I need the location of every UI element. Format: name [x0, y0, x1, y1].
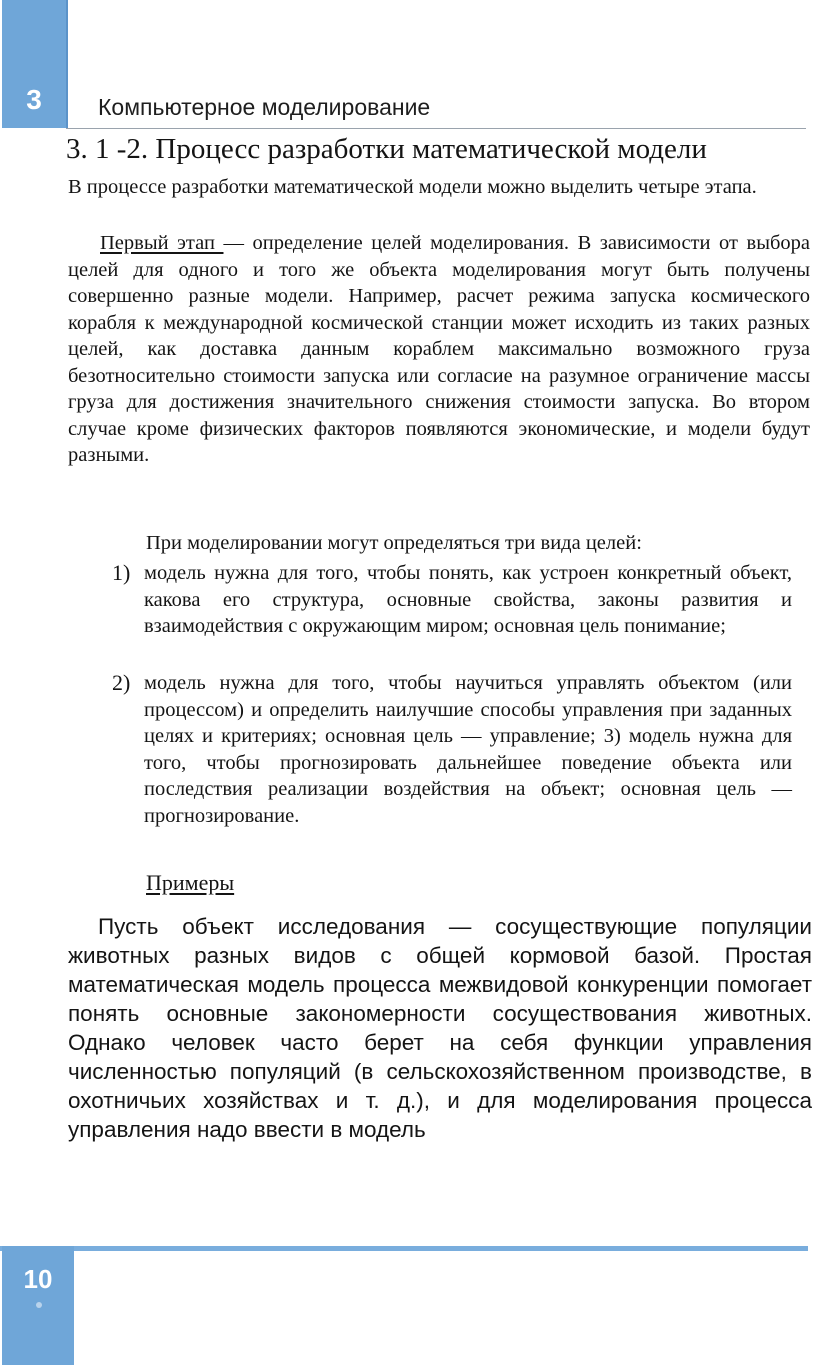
chapter-number: 3: [26, 84, 42, 115]
page-number-tab: [2, 1246, 74, 1365]
goals-intro: При моделировании могут определяться три вида целей:: [146, 532, 642, 554]
header-divider: [66, 128, 806, 129]
running-title: Компьютерное моделирование: [98, 94, 431, 120]
chapter-tab: [2, 0, 68, 128]
footer-divider: [0, 1246, 808, 1251]
goal-number-1: 1): [112, 560, 131, 585]
stage-one-paragraph: [68, 230, 810, 469]
decorative-dot: [36, 1302, 42, 1308]
examples-heading: Примеры: [146, 870, 235, 895]
goal-text-1: модель нужна для того, чтобы понять, как устроен конкретный объект, какова его структура, основные свойства, законы развития и взаимодействия с окружающим миром; основная цель понимание;: [144, 562, 792, 637]
section-title: 3. 1 -2. Процесс разработки математической модели: [66, 133, 707, 165]
stage-one-text: — определение целей моделирования. В зависимости от выбора целей для одного и того же объекта моделирования могут быть получены совершенно разные модели. Например, расчет режима запуска космического корабля к международной космической станции может исходить из таких разных целей, как доставка данным кораблем максимально возможного груза безотносительно стоимости запуска или согласие на разумное ограничение массы груза для достижения значительного снижения стоимости запуска. Во втором случае кроме физических факторов появляются экономические, и модели будут разными.: [68, 232, 810, 466]
stage-one-label: Первый этап: [100, 232, 224, 254]
intro-paragraph: В процессе разработки математической модели можно выделить четыре этапа.: [68, 176, 757, 198]
goal-text-2: модель нужна для того, чтобы научиться управлять объектом (или процессом) и определить наилучшие способы управления при заданных целях и критериях; основная цель — управление; 3) модель нужна для того, чтобы прогнозировать дальнейшее поведение объекта или последствия реализации воздействия на объект; основная цель — прогнозирование.: [144, 672, 792, 827]
goal-number-2: 2): [112, 670, 131, 695]
page-number: 10: [23, 1264, 53, 1294]
example-paragraph: Пусть объект исследования — сосуществующие популяции животных разных видов с общей кормовой базой. Простая математическая модель процесса межвидовой конкуренции помогает понять основные закономерности сосуществования животных. Однако человек часто берет на себя функции управления численностью популяций (в сельскохозяйственном производстве, в охотничьих хозяйствах и т. д.), и для моделирования процесса управления надо ввести в модель: [68, 914, 812, 1142]
